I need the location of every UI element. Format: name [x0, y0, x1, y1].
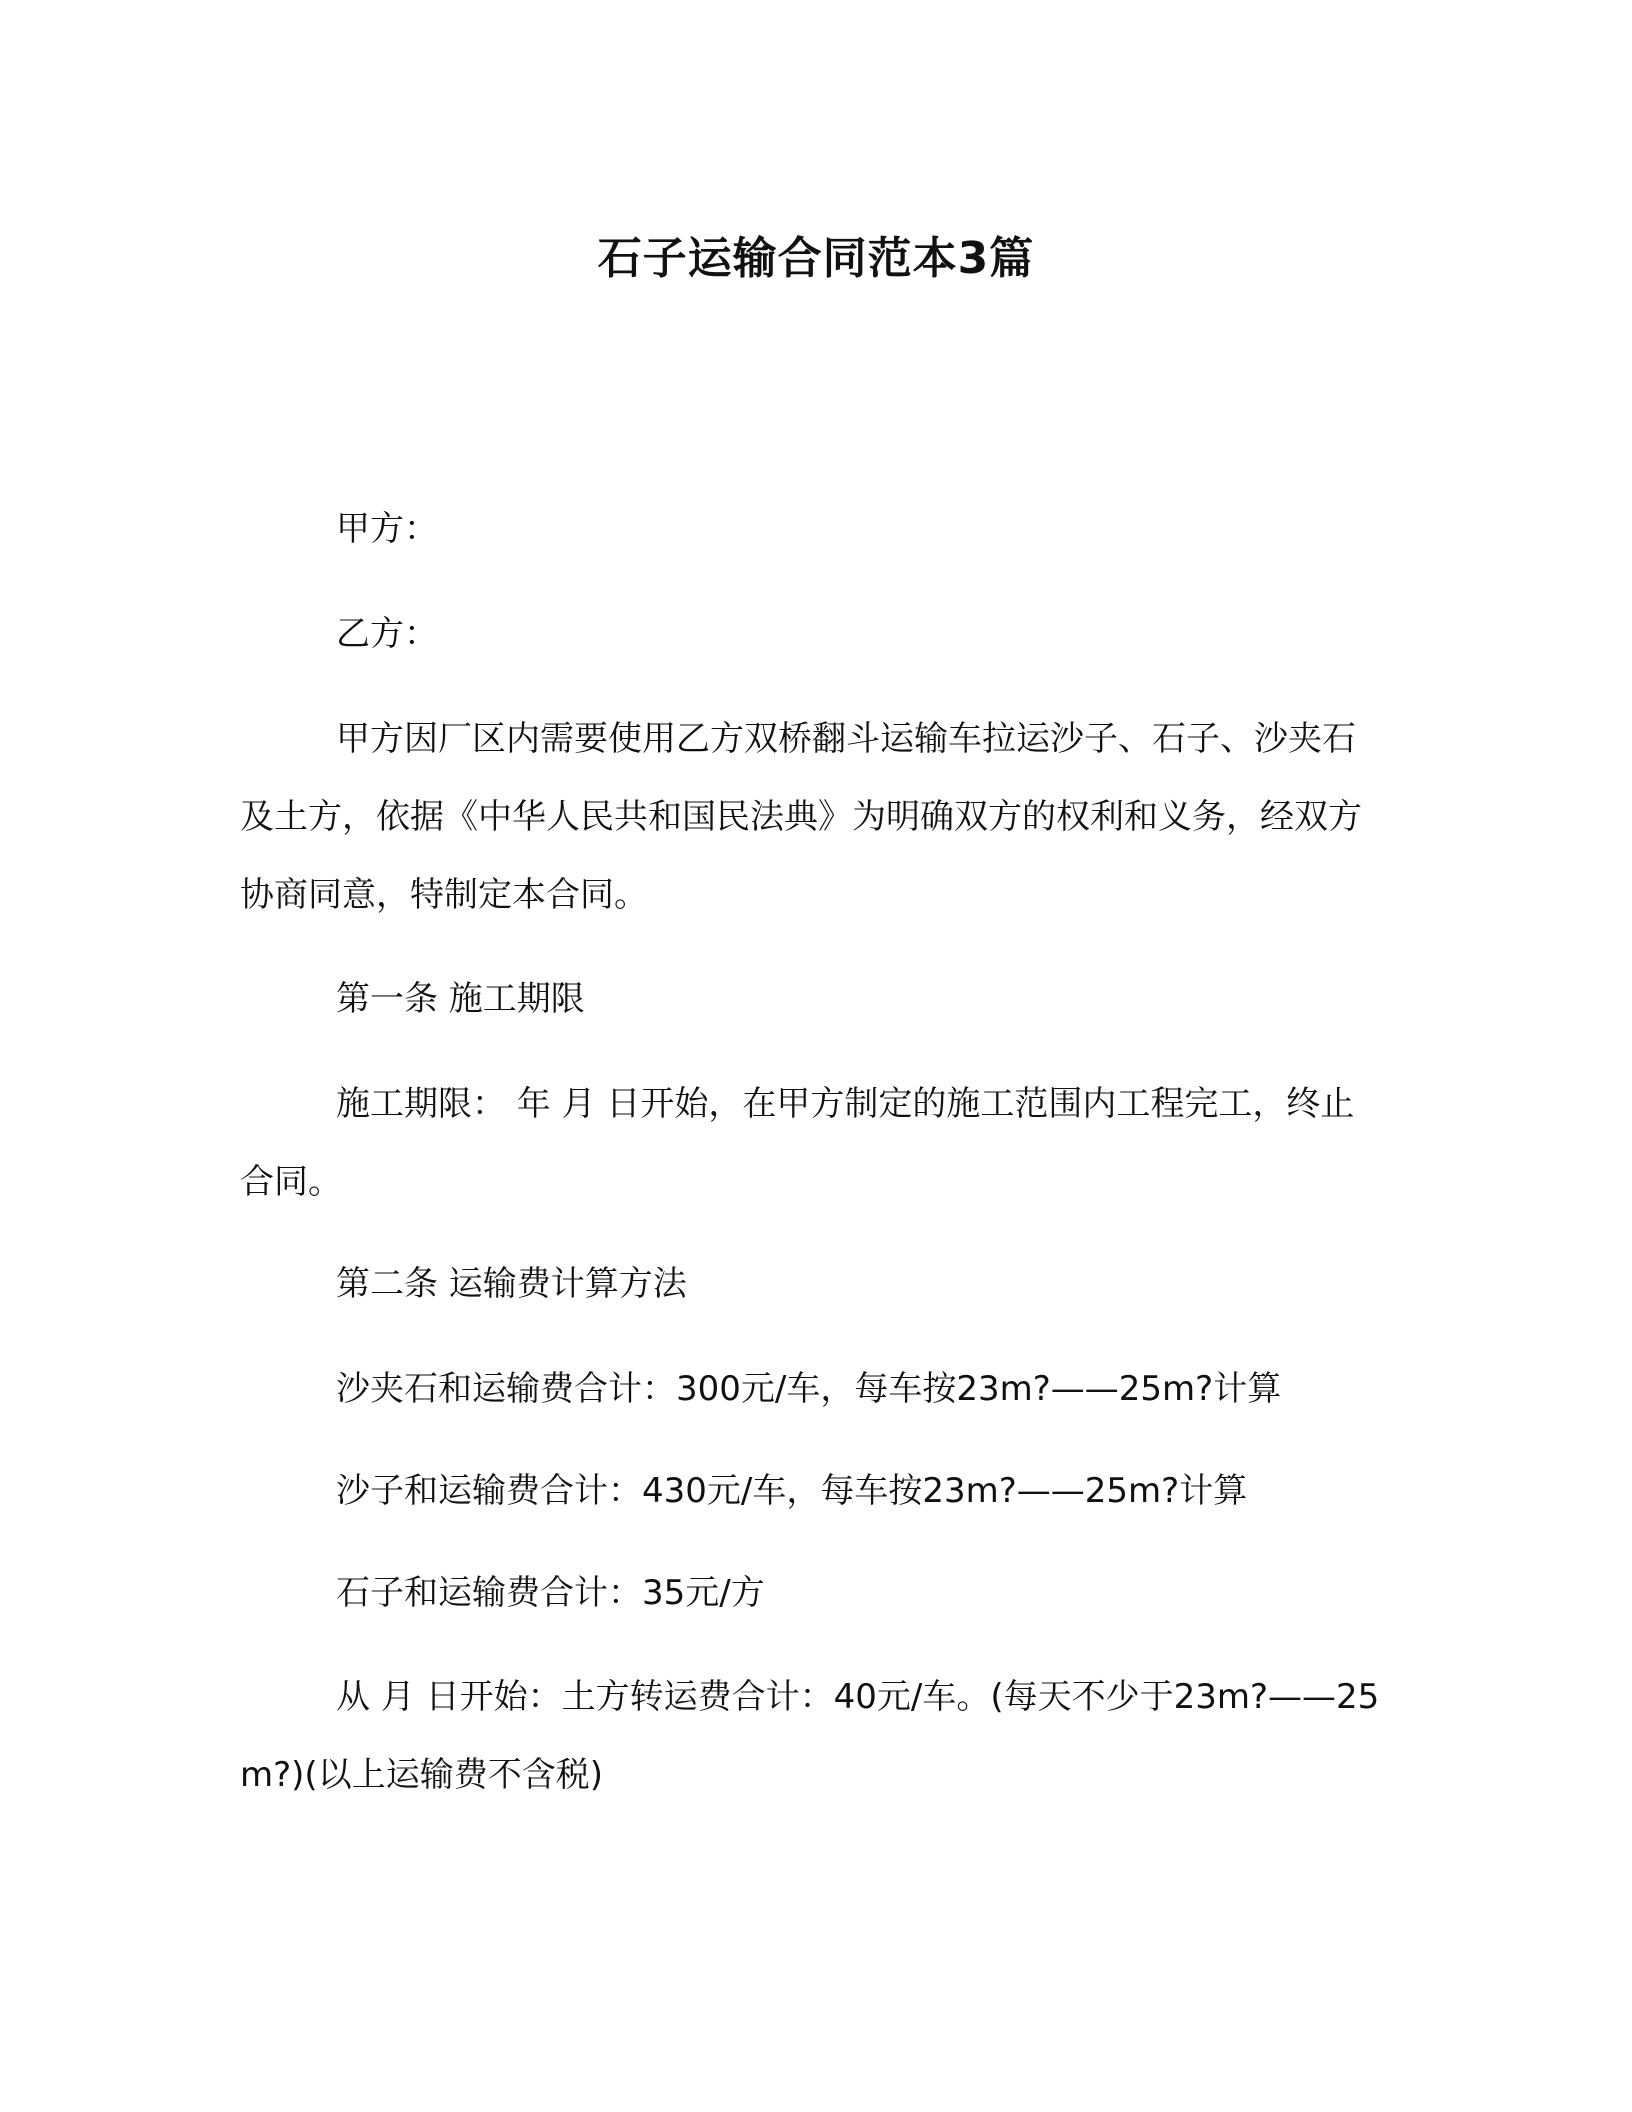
sand-fee-line: 沙子和运输费合计：430元/车，每车按23m?——25m?计算 — [336, 1471, 1248, 1511]
party-b-line: 乙方： — [336, 614, 438, 654]
document-title: 石子运输合同范本3篇 — [597, 233, 1035, 284]
party-a-line: 甲方： — [336, 509, 438, 549]
earth-transfer-fee-paragraph: 从 月 日开始：土方转运费合计：40元/车。(每天不少于23m?——25m?)(以上运输费不含税) — [240, 1677, 1380, 1795]
article-one-heading: 第一条 施工期限 — [336, 979, 585, 1019]
sand-gravel-fee-line: 沙夹石和运输费合计：300元/车，每车按23m?——25m?计算 — [336, 1369, 1282, 1409]
intro-paragraph: 甲方因厂区内需要使用乙方双桥翻斗运输车拉运沙子、石子、沙夹石及土方，依据《中华人民共和国民法典》为明确双方的权利和义务，经双方协商同意，特制定本合同。 — [240, 719, 1362, 915]
stone-fee-line: 石子和运输费合计：35元/方 — [336, 1573, 765, 1613]
article-two-heading: 第二条 运输费计算方法 — [336, 1264, 687, 1304]
construction-period-paragraph: 施工期限： 年 月 日开始，在甲方制定的施工范围内工程完工，终止合同。 — [240, 1084, 1355, 1202]
